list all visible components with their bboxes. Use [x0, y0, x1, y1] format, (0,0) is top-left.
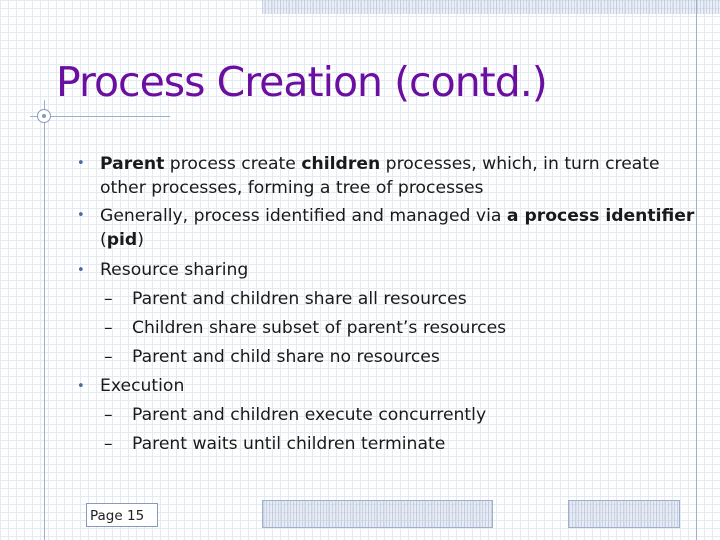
dash-icon: –	[104, 434, 113, 454]
page-number-label: Page 15	[86, 503, 158, 527]
bullet-icon: •	[77, 208, 85, 223]
left-border-rule	[44, 100, 45, 540]
sub-item	[100, 314, 700, 343]
bullet-label: Execution	[100, 376, 185, 396]
sub-item	[100, 343, 700, 372]
dash-icon: –	[104, 318, 113, 338]
dash-icon: –	[104, 347, 113, 367]
bullet-icon: •	[77, 156, 85, 171]
sub-item-text: Parent and child share no resources	[132, 347, 440, 367]
sub-item	[100, 285, 700, 314]
bold-term-parent: Parent	[100, 154, 165, 174]
bullet-icon: •	[77, 263, 85, 278]
sub-item-text: Parent and children share all resources	[132, 289, 467, 309]
sub-item-text: Children share subset of parent’s resources	[132, 318, 507, 338]
bullet-text: process create	[164, 154, 302, 174]
sub-item-text: Parent waits until children terminate	[132, 434, 446, 454]
bold-term-children: children	[301, 154, 381, 174]
bullet-label: Resource sharing	[100, 260, 249, 280]
bullet-icon: •	[77, 379, 85, 394]
title-underline-rule	[30, 116, 170, 117]
bullet-item-resource-sharing	[77, 256, 700, 285]
bullet-item-parent-children	[77, 152, 700, 204]
bullet-text: (	[100, 230, 107, 250]
dash-icon: –	[104, 289, 113, 309]
bold-term-process-identifier: a process identifier	[506, 206, 695, 226]
bullet-text: processes, which, in turn create other processes, forming a tree of processes	[100, 154, 660, 198]
footer-decorative-bar	[262, 500, 493, 528]
sub-item-text: Parent and children execute concurrently	[132, 405, 487, 425]
crosshair-ornament-icon	[37, 109, 51, 123]
top-decorative-band	[262, 0, 720, 14]
sub-item	[100, 401, 700, 430]
footer-decorative-bar	[568, 500, 680, 528]
bullet-item-execution	[77, 372, 700, 401]
bullet-text: Generally, process identified and managed via	[100, 206, 507, 226]
dash-icon: –	[104, 405, 113, 425]
bullet-text: )	[137, 230, 144, 250]
slide-title: Process Creation (contd.)	[56, 58, 547, 106]
sub-item	[100, 430, 700, 459]
bullet-list	[77, 152, 700, 459]
bullet-item-process-identifier	[77, 204, 700, 256]
bold-term-pid: pid	[106, 230, 138, 250]
